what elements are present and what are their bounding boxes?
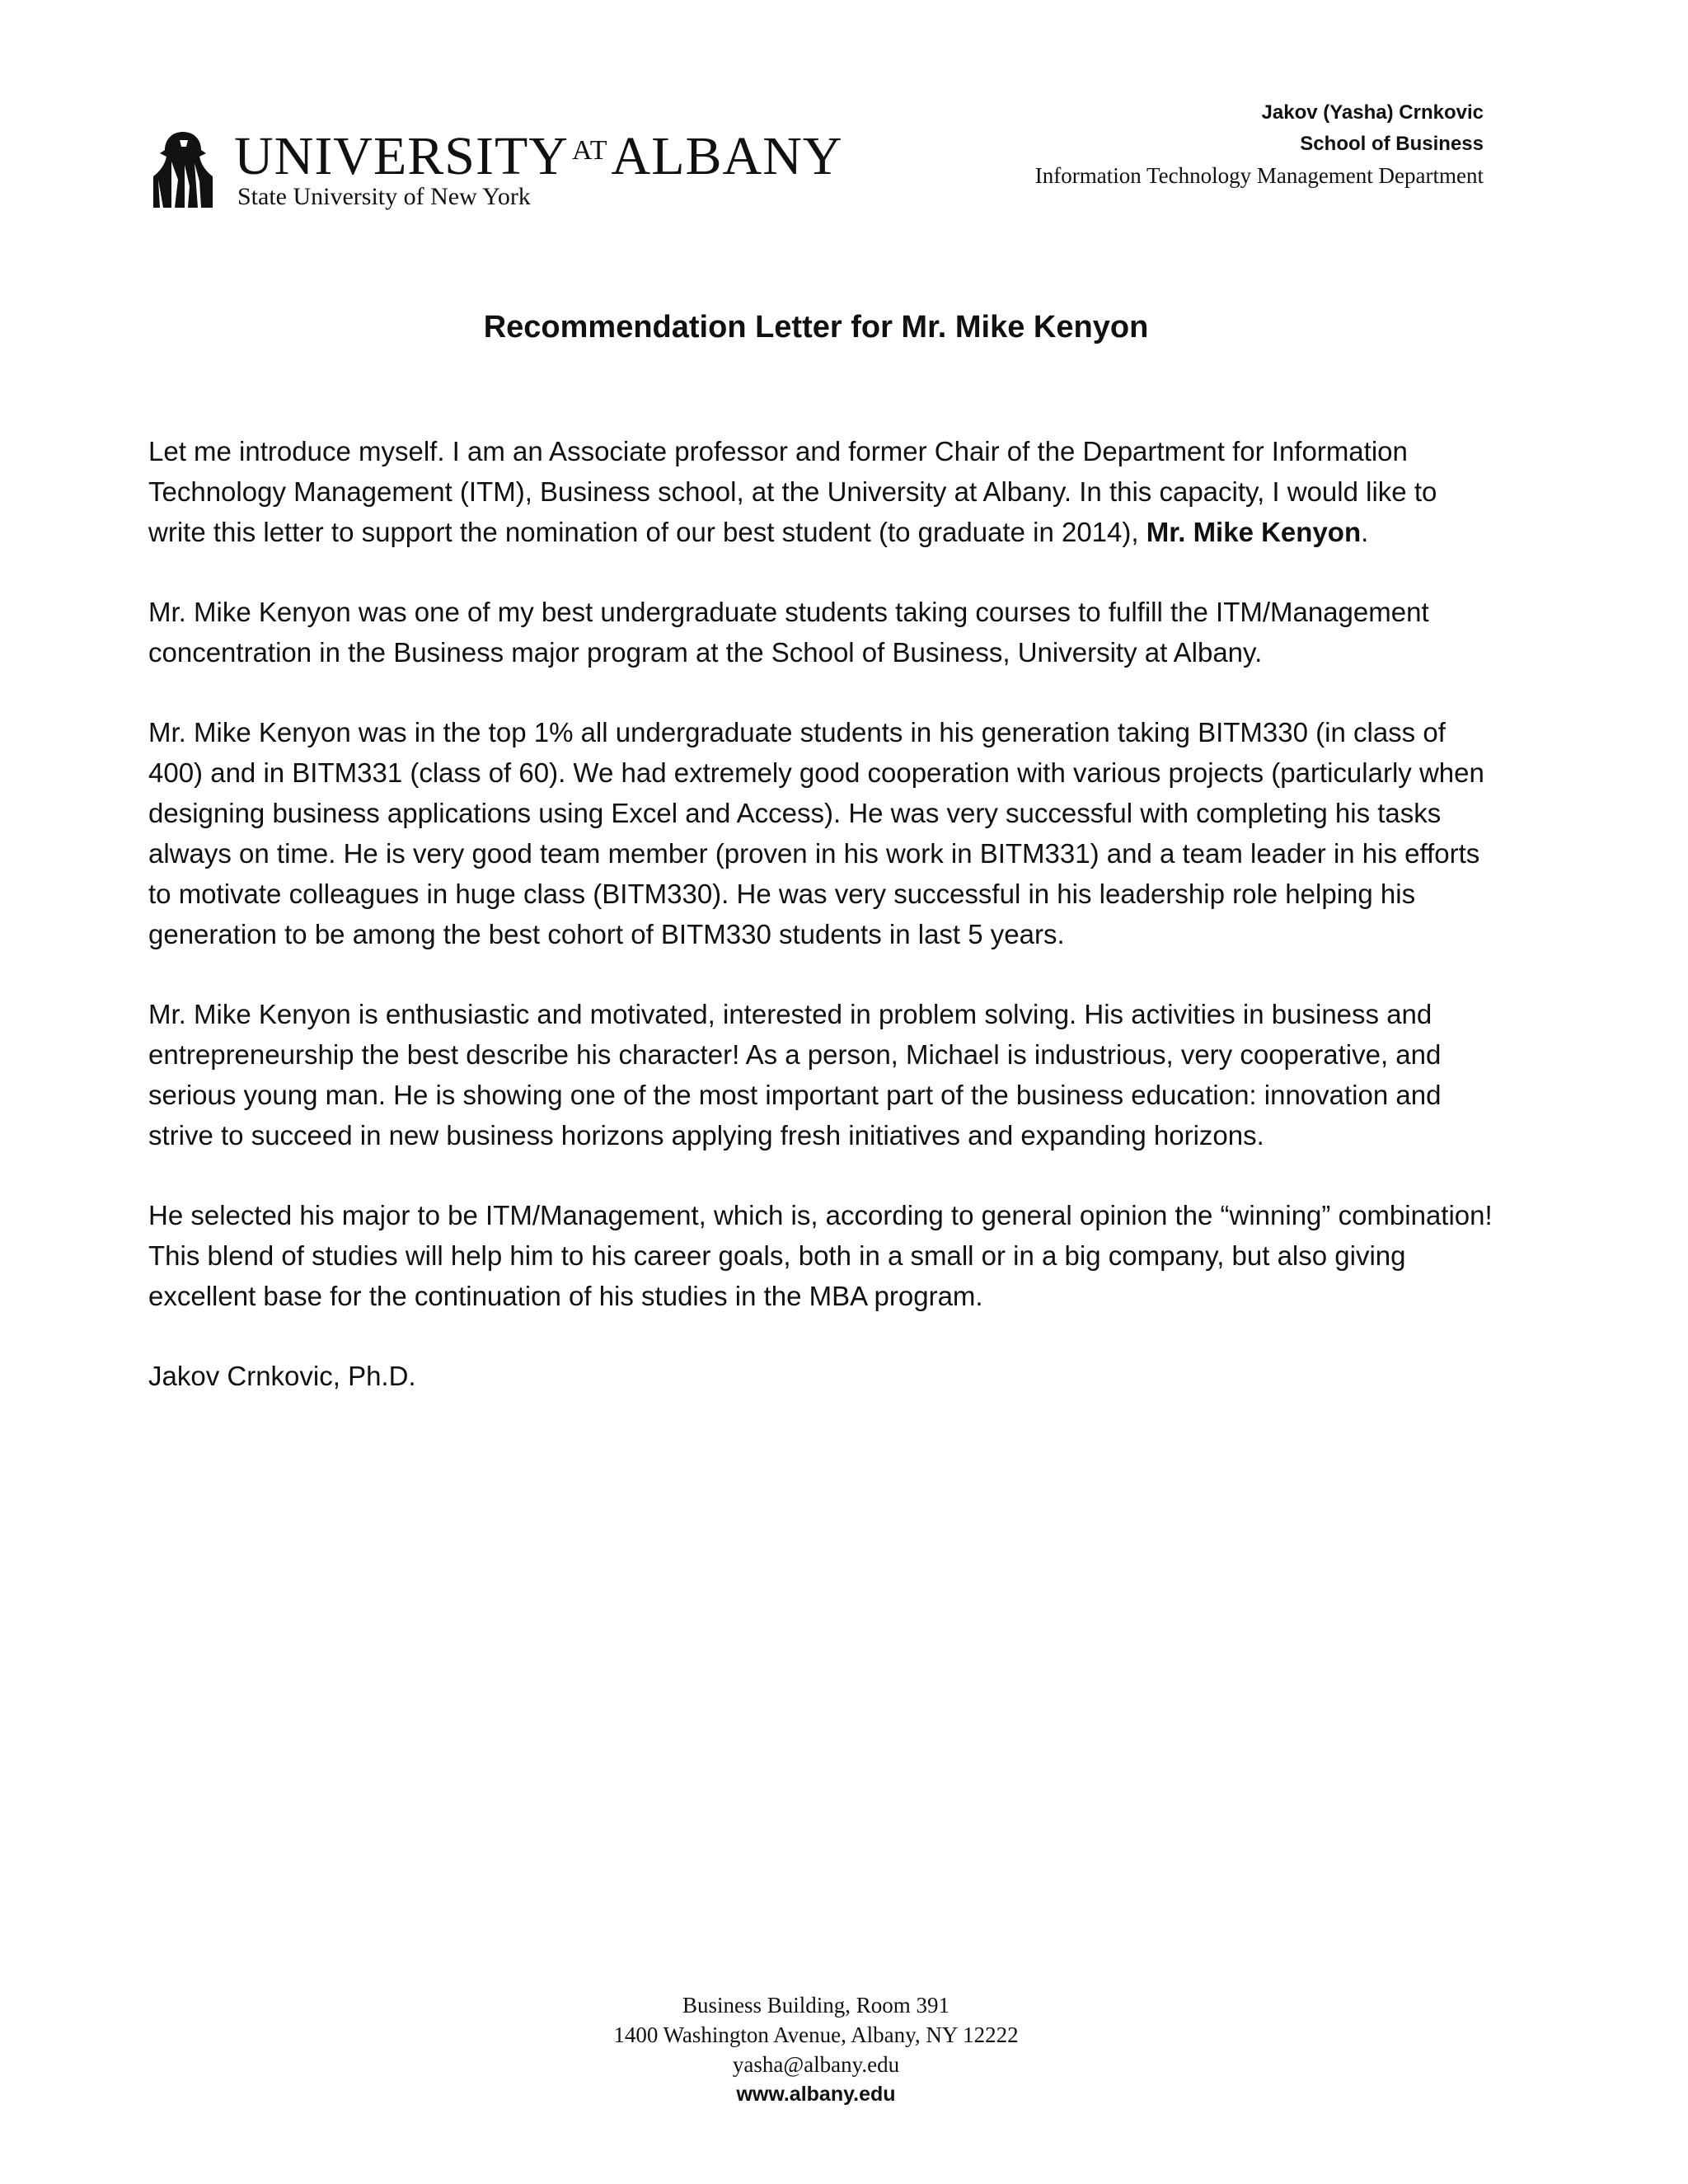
logo-at: AT [571, 135, 608, 166]
sender-department: Information Technology Management Department [1034, 163, 1484, 188]
sender-block [1035, 97, 1484, 191]
minuteman-seal-icon [147, 129, 219, 211]
logo-subtitle: State University of New York [237, 183, 531, 210]
logo-albany: ALBANY [611, 126, 843, 186]
paragraph-1 [148, 431, 1500, 552]
paragraph-4: Mr. Mike Kenyon is enthusiastic and motivated, interested in problem solving. His activities in business and entrepreneurship the best describe his character! As a person, Michael is industrious, very cooperative, and serious young man. He is showing one of the most important part of the business education: innovation and strive to succeed in new business horizons applying fresh initiatives and expanding horizons. [148, 999, 1442, 1151]
paragraph-3: Mr. Mike Kenyon was in the top 1% all undergraduate students in his generation taking BITM330 (in class of 400) and in BITM331 (class of 60). We had extremely good cooperation with various projects (particularly when designing business applications using Excel and Access). He was very successful with completing his tasks always on time. He is very good team member (proven in his work in BITM331) and a team leader in his efforts to motivate colleagues in huge class (BITM330). He was very successful in his leadership role helping his generation to be among the best cohort of BITM330 students in last 5 years. [148, 717, 1484, 949]
footer-website: www.albany.edu [736, 2083, 896, 2106]
footer-email: yasha@albany.edu [732, 2052, 900, 2077]
paragraph-5: He selected his major to be ITM/Management, which is, according to general opinion the “winning” combination! This blend of studies will help him to his career goals, both in a small or in a big company, but also giving excellent base for the continuation of his studies in the MBA program. [148, 1200, 1493, 1311]
student-name-bold: Mr. Mike Kenyon [1146, 517, 1362, 547]
paragraph-2: Mr. Mike Kenyon was one of my best undergraduate students taking courses to fulfill the ITM/Management concentration in the Business major program at the School of Business, University at Albany. [148, 597, 1429, 668]
logo-wordmark [234, 124, 843, 184]
signature: Jakov Crnkovic, Ph.D. [148, 1361, 416, 1391]
sender-name: Jakov (Yasha) Crnkovic [1261, 101, 1484, 124]
footer-building: Business Building, Room 391 [682, 1993, 950, 2018]
university-logo [147, 124, 843, 214]
sender-school: School of Business [1300, 133, 1484, 155]
footer-address: 1400 Washington Avenue, Albany, NY 12222 [613, 2022, 1019, 2047]
paragraph-1-text: Let me introduce myself. I am an Associate professor and former Chair of the Department for Information Technology Management (ITM), Business school, at the University at Albany. In this capacity, I would like to write this letter to support the nomination of our best student (to graduate in 2014), [148, 436, 1437, 547]
paragraph-1-end: . [1361, 517, 1369, 547]
letter-title: Recommendation Letter for Mr. Mike Kenyon [483, 310, 1149, 344]
logo-university: UNIVERSITY [234, 126, 569, 186]
footer [0, 1990, 1632, 2109]
letter-body [148, 431, 1500, 1396]
